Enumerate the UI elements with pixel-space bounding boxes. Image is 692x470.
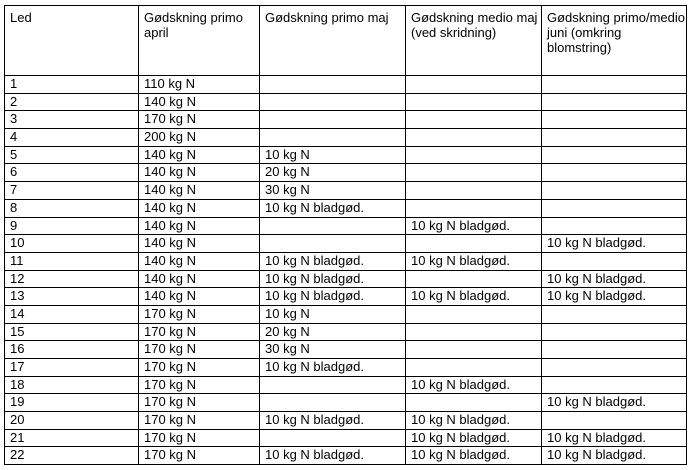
cell-primo-maj: 20 kg N	[260, 164, 406, 182]
cell-led: 9	[5, 217, 139, 235]
cell-medio-maj	[406, 93, 542, 111]
table-row	[5, 93, 687, 111]
cell-primo-medio-juni	[542, 199, 687, 217]
fertilization-table	[4, 5, 687, 465]
cell-led: 7	[5, 182, 139, 200]
table-row	[5, 146, 687, 164]
cell-primo-maj: 10 kg N bladgød.	[260, 288, 406, 306]
cell-medio-maj	[406, 359, 542, 377]
cell-led: 6	[5, 164, 139, 182]
cell-primo-medio-juni	[542, 164, 687, 182]
cell-primo-maj	[260, 129, 406, 147]
cell-primo-maj: 20 kg N	[260, 323, 406, 341]
header-led: Led	[5, 6, 139, 76]
table-row	[5, 323, 687, 341]
cell-primo-medio-juni	[542, 252, 687, 270]
cell-primo-april: 140 kg N	[139, 182, 260, 200]
cell-led: 14	[5, 305, 139, 323]
cell-primo-maj: 30 kg N	[260, 341, 406, 359]
cell-primo-maj: 10 kg N bladgød.	[260, 270, 406, 288]
table-row	[5, 235, 687, 253]
cell-primo-medio-juni	[542, 305, 687, 323]
cell-medio-maj	[406, 235, 542, 253]
table-row	[5, 164, 687, 182]
cell-primo-medio-juni	[542, 359, 687, 377]
header-row	[5, 6, 687, 76]
cell-primo-april: 140 kg N	[139, 252, 260, 270]
cell-primo-medio-juni	[542, 76, 687, 94]
cell-medio-maj: 10 kg N bladgød.	[406, 429, 542, 447]
cell-primo-maj: 30 kg N	[260, 182, 406, 200]
cell-primo-maj: 10 kg N bladgød.	[260, 199, 406, 217]
cell-primo-maj	[260, 111, 406, 129]
table-row	[5, 359, 687, 377]
cell-led: 19	[5, 394, 139, 412]
cell-medio-maj	[406, 76, 542, 94]
cell-medio-maj	[406, 323, 542, 341]
table-row	[5, 111, 687, 129]
cell-primo-medio-juni	[542, 182, 687, 200]
cell-led: 20	[5, 412, 139, 430]
cell-medio-maj	[406, 270, 542, 288]
header-primo-medio-juni: Gødskning primo/medio juni (omkring blomstring)	[542, 6, 687, 76]
cell-primo-april: 170 kg N	[139, 305, 260, 323]
cell-medio-maj	[406, 111, 542, 129]
cell-primo-maj	[260, 376, 406, 394]
cell-primo-april: 200 kg N	[139, 129, 260, 147]
cell-primo-medio-juni	[542, 323, 687, 341]
cell-primo-april: 140 kg N	[139, 146, 260, 164]
table-row	[5, 376, 687, 394]
cell-led: 11	[5, 252, 139, 270]
cell-primo-april: 170 kg N	[139, 394, 260, 412]
header-medio-maj: Gødskning medio maj (ved skridning)	[406, 6, 542, 76]
table-row	[5, 182, 687, 200]
cell-primo-medio-juni	[542, 146, 687, 164]
cell-primo-maj: 10 kg N bladgød.	[260, 252, 406, 270]
cell-primo-april: 140 kg N	[139, 217, 260, 235]
table-row	[5, 217, 687, 235]
cell-primo-april: 140 kg N	[139, 199, 260, 217]
cell-primo-april: 110 kg N	[139, 76, 260, 94]
cell-primo-maj: 10 kg N	[260, 305, 406, 323]
cell-medio-maj	[406, 164, 542, 182]
cell-led: 13	[5, 288, 139, 306]
cell-primo-april: 170 kg N	[139, 447, 260, 465]
cell-primo-medio-juni	[542, 111, 687, 129]
cell-led: 8	[5, 199, 139, 217]
cell-primo-maj	[260, 93, 406, 111]
cell-medio-maj: 10 kg N bladgød.	[406, 447, 542, 465]
table-row	[5, 270, 687, 288]
cell-primo-medio-juni: 10 kg N bladgød.	[542, 429, 687, 447]
table-row	[5, 252, 687, 270]
cell-led: 15	[5, 323, 139, 341]
cell-primo-medio-juni: 10 kg N bladgød.	[542, 270, 687, 288]
cell-primo-medio-juni	[542, 341, 687, 359]
cell-medio-maj	[406, 182, 542, 200]
table-row	[5, 429, 687, 447]
cell-primo-maj: 10 kg N bladgød.	[260, 447, 406, 465]
table-header	[5, 6, 687, 76]
cell-primo-maj: 10 kg N	[260, 146, 406, 164]
header-primo-maj: Gødskning primo maj	[260, 6, 406, 76]
cell-primo-maj: 10 kg N bladgød.	[260, 359, 406, 377]
cell-medio-maj: 10 kg N bladgød.	[406, 376, 542, 394]
cell-led: 2	[5, 93, 139, 111]
cell-primo-april: 170 kg N	[139, 323, 260, 341]
cell-led: 1	[5, 76, 139, 94]
cell-primo-april: 170 kg N	[139, 412, 260, 430]
table-row	[5, 305, 687, 323]
cell-primo-april: 170 kg N	[139, 341, 260, 359]
cell-led: 5	[5, 146, 139, 164]
table-row	[5, 341, 687, 359]
cell-led: 16	[5, 341, 139, 359]
cell-medio-maj	[406, 146, 542, 164]
cell-primo-maj	[260, 394, 406, 412]
cell-medio-maj: 10 kg N bladgød.	[406, 252, 542, 270]
table-row	[5, 199, 687, 217]
cell-primo-medio-juni: 10 kg N bladgød.	[542, 394, 687, 412]
cell-medio-maj: 10 kg N bladgød.	[406, 217, 542, 235]
cell-primo-medio-juni	[542, 376, 687, 394]
cell-primo-april: 140 kg N	[139, 235, 260, 253]
table-row	[5, 288, 687, 306]
cell-primo-april: 140 kg N	[139, 164, 260, 182]
cell-medio-maj: 10 kg N bladgød.	[406, 288, 542, 306]
cell-primo-maj: 10 kg N bladgød.	[260, 412, 406, 430]
cell-medio-maj	[406, 199, 542, 217]
table-row	[5, 76, 687, 94]
cell-primo-medio-juni: 10 kg N bladgød.	[542, 447, 687, 465]
cell-led: 17	[5, 359, 139, 377]
cell-primo-maj	[260, 429, 406, 447]
cell-medio-maj	[406, 305, 542, 323]
cell-primo-maj	[260, 217, 406, 235]
cell-led: 22	[5, 447, 139, 465]
cell-primo-maj	[260, 76, 406, 94]
cell-primo-medio-juni	[542, 217, 687, 235]
cell-medio-maj: 10 kg N bladgød.	[406, 412, 542, 430]
cell-primo-april: 170 kg N	[139, 429, 260, 447]
cell-primo-medio-juni: 10 kg N bladgød.	[542, 288, 687, 306]
cell-primo-april: 170 kg N	[139, 111, 260, 129]
cell-led: 21	[5, 429, 139, 447]
cell-medio-maj	[406, 341, 542, 359]
cell-primo-medio-juni	[542, 129, 687, 147]
cell-led: 4	[5, 129, 139, 147]
table-row	[5, 447, 687, 465]
header-primo-april: Gødskning primo april	[139, 6, 260, 76]
cell-primo-april: 140 kg N	[139, 288, 260, 306]
cell-led: 18	[5, 376, 139, 394]
table-body	[5, 76, 687, 465]
cell-primo-april: 170 kg N	[139, 376, 260, 394]
cell-primo-medio-juni: 10 kg N bladgød.	[542, 235, 687, 253]
cell-medio-maj	[406, 394, 542, 412]
table-row	[5, 394, 687, 412]
cell-primo-april: 140 kg N	[139, 270, 260, 288]
cell-led: 12	[5, 270, 139, 288]
cell-primo-medio-juni	[542, 412, 687, 430]
cell-led: 10	[5, 235, 139, 253]
cell-medio-maj	[406, 129, 542, 147]
table-row	[5, 412, 687, 430]
cell-primo-april: 140 kg N	[139, 93, 260, 111]
cell-primo-maj	[260, 235, 406, 253]
cell-primo-medio-juni	[542, 93, 687, 111]
cell-primo-april: 170 kg N	[139, 359, 260, 377]
table-row	[5, 129, 687, 147]
cell-led: 3	[5, 111, 139, 129]
